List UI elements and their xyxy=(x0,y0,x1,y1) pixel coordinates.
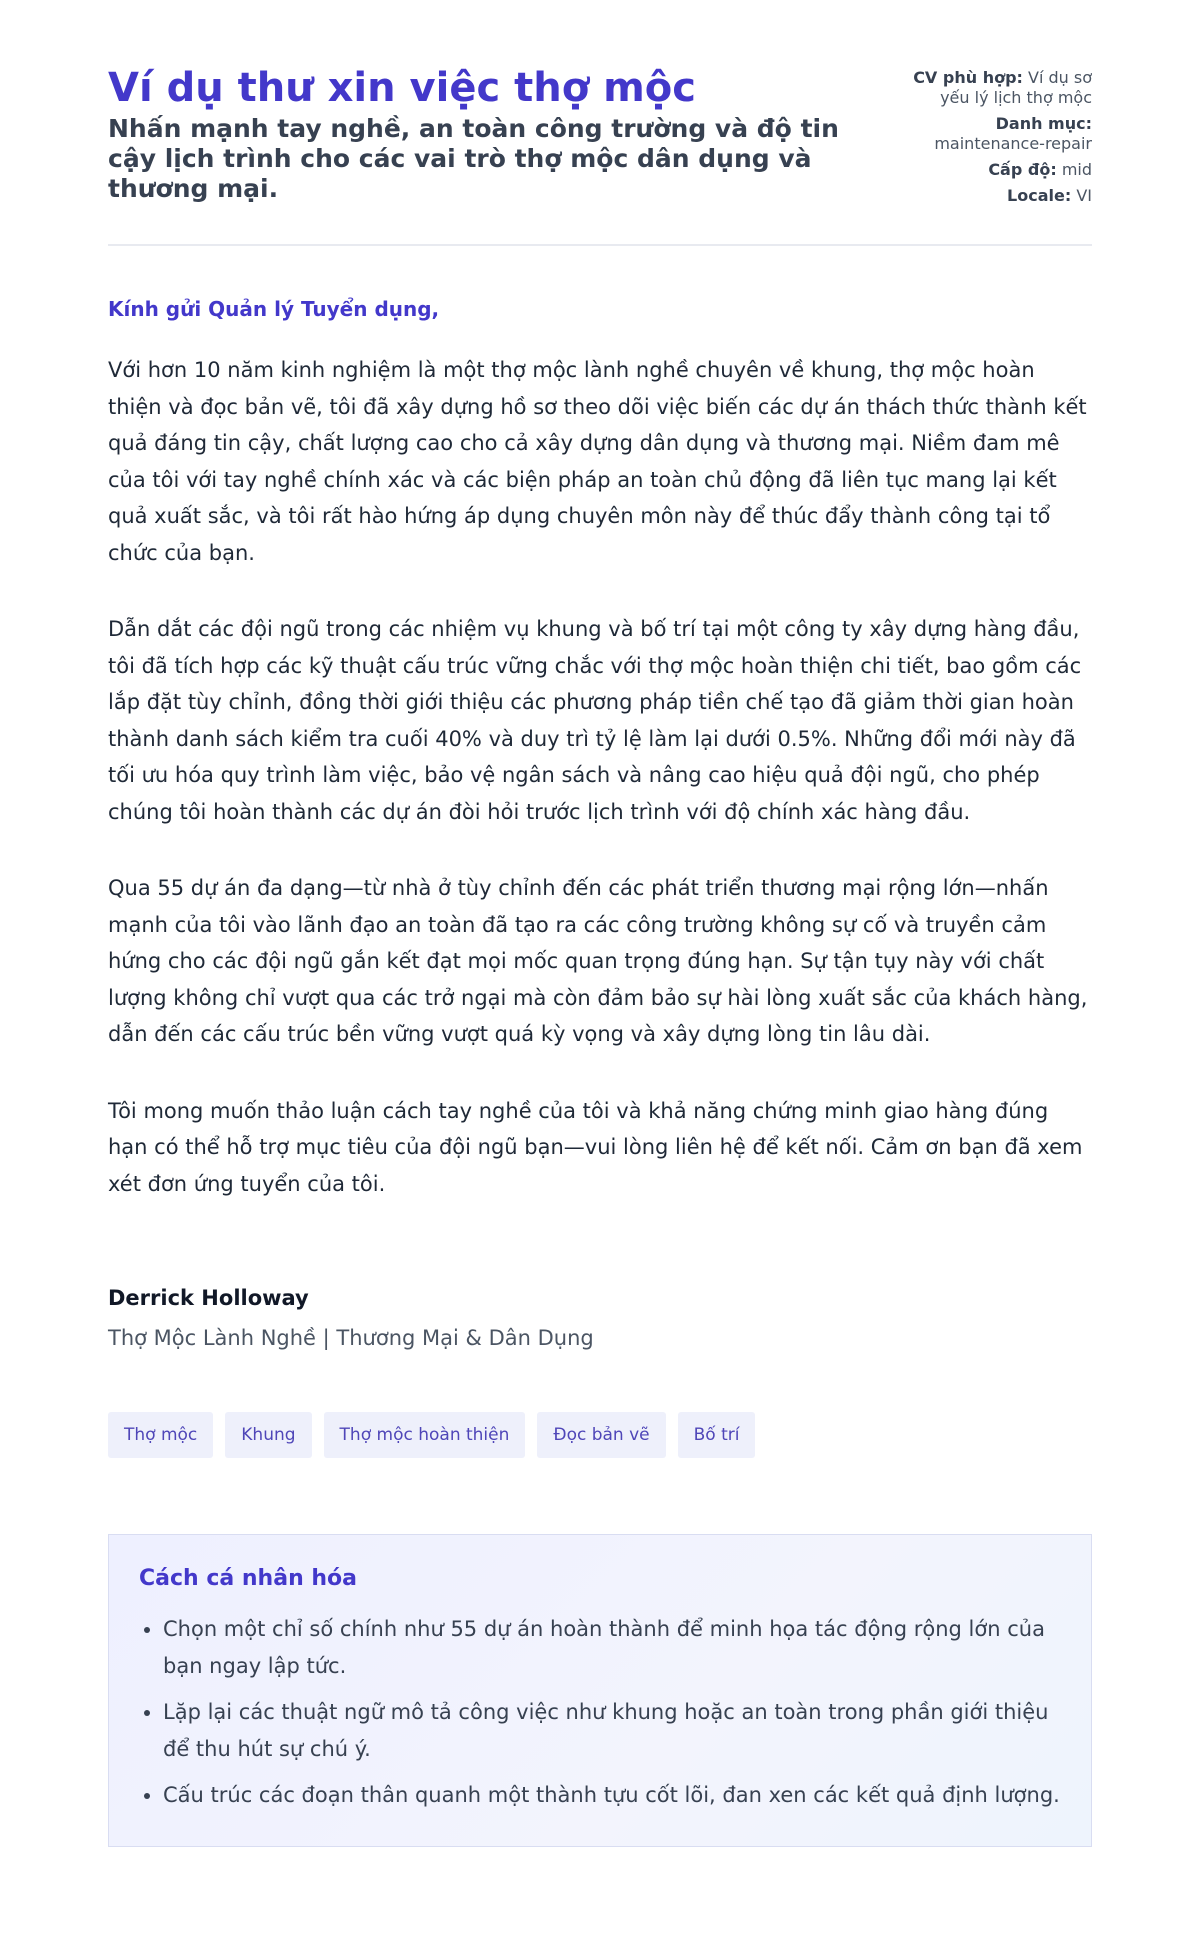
meta-locale-value: VI xyxy=(1076,186,1092,205)
skill-tag: Đọc bản vẽ xyxy=(537,1412,665,1458)
skill-tag: Bố trí xyxy=(678,1412,756,1458)
tip-item: • Cấu trúc các đoạn thân quanh một thành tựu cốt lõi, đan xen các kết quả định lượng. xyxy=(163,1777,1061,1814)
meta-panel xyxy=(902,64,1092,212)
letter-paragraph: Dẫn dắt các đội ngũ trong các nhiệm vụ khung và bố trí tại một công ty xây dựng hàng đầu, tôi đã tích hợp các kỹ thuật cấu trúc vững chắc với thợ mộc hoàn thiện chi tiết, bao gồm các lắp đặt tùy chỉnh, đồng thời giới thiệu các phương pháp tiền chế tạo đã giảm thời gian hoàn thành danh sách kiểm tra cuối 40% và duy trì tỷ lệ làm lại dưới 0.5%. Những đổi mới này đã tối ưu hóa quy trình làm việc, bảo vệ ngân sách và nâng cao hiệu quả đội ngũ, cho phép chúng tôi hoàn thành các dự án đòi hỏi trước lịch trình với độ chính xác hàng đầu. xyxy=(108,617,1082,824)
tips-list xyxy=(139,1611,1061,1814)
page-subtitle: Nhấn mạnh tay nghề, an toàn công trường và độ tin cậy lịch trình cho các vai trò thợ mộc dân dụng và thương mại. xyxy=(108,114,839,203)
letter-paragraph: Qua 55 dự án đa dạng—từ nhà ở tùy chỉnh đến các phát triển thương mại rộng lớn—nhấn mạnh của tôi vào lãnh đạo an toàn đã tạo ra các công trường không sự cố và truyền cảm hứng cho các đội ngũ gắn kết đạt mọi mốc quan trọng đúng hạn. Sự tận tụy này với chất lượng không chỉ vượt qua các trở ngại mà còn đảm bảo sự hài lòng xuất sắc của khách hàng, dẫn đến các cấu trúc bền vững vượt quá kỳ vọng và xây dựng lòng tin lâu dài. xyxy=(108,876,1088,1046)
letter-paragraph: Với hơn 10 năm kinh nghiệm là một thợ mộc lành nghề chuyên về khung, thợ mộc hoàn thiện và đọc bản vẽ, tôi đã xây dựng hồ sơ theo dõi việc biến các dự án thách thức thành kết quả đáng tin cậy, chất lượng cao cho cả xây dựng dân dụng và thương mại. Niềm đam mê của tôi với tay nghề chính xác và các biện pháp an toàn chủ động đã liên tục mang lại kết quả xuất sắc, và tôi rất hào hứng áp dụng chuyên môn này để thúc đẩy thành công tại tổ chức của bạn. xyxy=(108,358,1087,565)
meta-cv xyxy=(902,68,1092,108)
meta-cv-value: Ví dụ sơ yếu lý lịch thợ mộc xyxy=(940,68,1092,107)
skill-tag: Thợ mộc xyxy=(108,1412,213,1458)
signature-role: Thợ Mộc Lành Nghề | Thương Mại & Dân Dụng xyxy=(108,1326,594,1350)
meta-locale xyxy=(902,186,1092,206)
meta-cv-label: CV phù hợp: xyxy=(913,68,1023,87)
page-header xyxy=(108,64,1092,246)
salutation: Kính gửi Quản lý Tuyển dụng, xyxy=(108,297,440,321)
meta-category-value: maintenance-repair xyxy=(934,134,1092,153)
personalization-tips xyxy=(108,1534,1092,1847)
tip-item: • Lặp lại các thuật ngữ mô tả công việc như khung hoặc an toàn trong phần giới thiệu để thu hút sự chú ý. xyxy=(163,1694,1061,1768)
letter-paragraph: Tôi mong muốn thảo luận cách tay nghề của tôi và khả năng chứng minh giao hàng đúng hạn có thể hỗ trợ mục tiêu của đội ngũ bạn—vui lòng liên hệ để kết nối. Cảm ơn bạn đã xem xét đơn ứng tuyển của tôi. xyxy=(108,1098,1083,1196)
skill-tags xyxy=(108,1412,1092,1458)
tip-item: • Chọn một chỉ số chính như 55 dự án hoàn thành để minh họa tác động rộng lớn của bạn ngay lập tức. xyxy=(163,1611,1061,1685)
page-title: Ví dụ thư xin việc thợ mộc xyxy=(108,65,696,111)
tips-title: Cách cá nhân hóa xyxy=(139,1566,358,1591)
meta-level-label: Cấp độ: xyxy=(988,160,1057,179)
signature-name: Derrick Holloway xyxy=(108,1286,309,1310)
signature-block xyxy=(108,1284,1092,1352)
meta-level xyxy=(902,160,1092,180)
skill-tag: Khung xyxy=(225,1412,311,1458)
skill-tag: Thợ mộc hoàn thiện xyxy=(324,1412,526,1458)
letter-body xyxy=(108,296,1092,1352)
meta-locale-label: Locale: xyxy=(1007,186,1072,205)
meta-category xyxy=(902,114,1092,154)
meta-level-value: mid xyxy=(1061,160,1092,179)
meta-category-label: Danh mục: xyxy=(995,114,1092,133)
title-block xyxy=(108,64,868,204)
